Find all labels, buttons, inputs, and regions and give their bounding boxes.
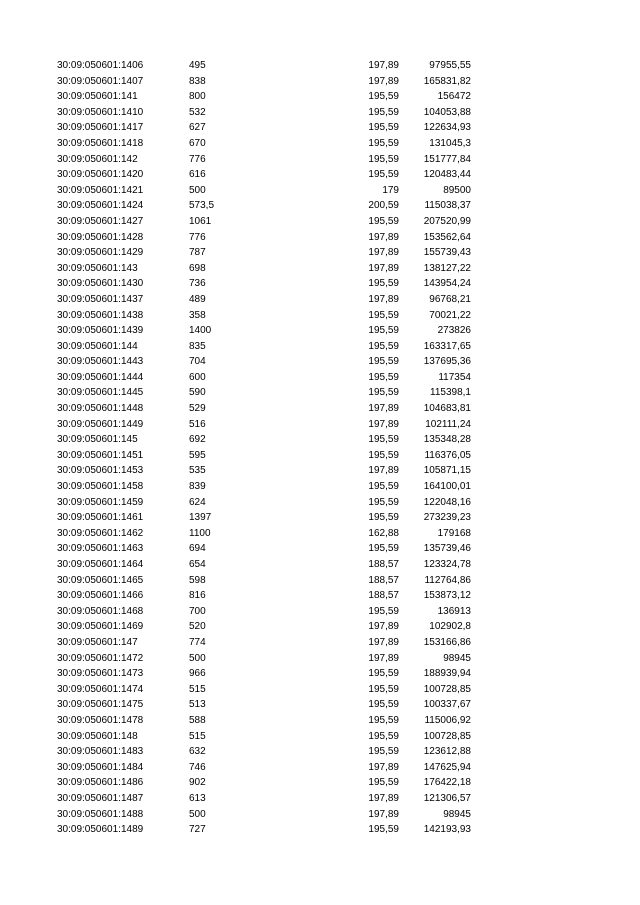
rate-cell: 195,59: [368, 496, 399, 508]
rate-cell: 197,89: [368, 621, 399, 633]
rate-cell: 195,59: [368, 449, 399, 461]
value-cell: 116376,05: [424, 449, 471, 461]
value-cell: 142193,93: [423, 824, 471, 836]
cadastral-number-cell: 30:09:050601:1444: [57, 371, 144, 383]
cadastral-number-cell: 30:09:050601:1439: [57, 325, 144, 337]
rate-cell: 195,59: [368, 340, 399, 352]
table-row: [0, 760, 640, 776]
cadastral-number-cell: 30:09:050601:1453: [57, 465, 144, 477]
rate-cell: 197,89: [368, 293, 399, 305]
area-cell: 535: [189, 465, 206, 477]
area-cell: 1400: [189, 325, 212, 337]
table-row: [0, 791, 640, 807]
area-cell: 800: [189, 91, 206, 103]
cadastral-number-cell: 30:09:050601:1407: [57, 75, 144, 87]
table-row: [0, 89, 640, 105]
table-row: [0, 417, 640, 433]
value-cell: 138127,22: [423, 262, 471, 274]
value-cell: 104683,81: [423, 403, 471, 415]
cadastral-number-cell: 30:09:050601:1438: [57, 309, 144, 321]
area-cell: 835: [189, 340, 206, 352]
area-cell: 590: [189, 387, 206, 399]
table-row: [0, 682, 640, 698]
table-row: [0, 370, 640, 386]
rate-cell: 195,59: [368, 153, 399, 165]
rate-cell: 195,59: [368, 683, 399, 695]
area-cell: 787: [189, 247, 206, 259]
area-cell: 529: [189, 403, 206, 415]
table-row: [0, 495, 640, 511]
table-row: [0, 479, 640, 495]
area-cell: 515: [189, 730, 206, 742]
cadastral-number-cell: 30:09:050601:1420: [57, 169, 144, 181]
table-row: [0, 713, 640, 729]
value-cell: 273239,23: [423, 512, 471, 524]
cadastral-number-cell: 30:09:050601:1474: [57, 683, 144, 695]
cadastral-number-cell: 30:09:050601:1448: [57, 403, 144, 415]
rate-cell: 195,59: [368, 278, 399, 290]
area-cell: 774: [189, 636, 206, 648]
value-cell: 273826: [437, 325, 471, 337]
table-row: [0, 651, 640, 667]
cadastral-number-cell: 30:09:050601:145: [57, 434, 138, 446]
value-cell: 98945: [443, 808, 471, 820]
table-row: [0, 573, 640, 589]
rate-cell: 197,89: [368, 636, 399, 648]
cadastral-number-cell: 30:09:050601:147: [57, 636, 138, 648]
cadastral-number-cell: 30:09:050601:1449: [57, 418, 144, 430]
area-cell: 694: [189, 543, 206, 555]
rate-cell: 195,59: [368, 356, 399, 368]
cadastral-number-cell: 30:09:050601:144: [57, 340, 138, 352]
cadastral-number-cell: 30:09:050601:1406: [57, 60, 144, 71]
value-cell: 135739,46: [423, 543, 471, 555]
area-cell: 616: [189, 169, 206, 181]
area-cell: 495: [189, 60, 206, 71]
value-cell: 121306,57: [423, 792, 471, 804]
cadastral-number-cell: 30:09:050601:1475: [57, 699, 144, 711]
rate-cell: 197,89: [368, 75, 399, 87]
table-row: [0, 276, 640, 292]
cadastral-number-cell: 30:09:050601:1472: [57, 652, 144, 664]
value-cell: 115398,1: [430, 387, 471, 399]
area-cell: 500: [189, 808, 206, 820]
area-cell: 966: [189, 668, 206, 680]
table-row: [0, 510, 640, 526]
rate-cell: 197,89: [368, 792, 399, 804]
table-row: [0, 323, 640, 339]
cadastral-number-cell: 30:09:050601:1464: [57, 559, 144, 570]
cadastral-number-cell: 30:09:050601:1489: [57, 824, 144, 836]
cadastral-number-cell: 30:09:050601:1483: [57, 746, 144, 758]
table-row: [0, 401, 640, 417]
value-cell: 137695,36: [423, 356, 471, 368]
area-cell: 500: [189, 184, 206, 196]
area-cell: 700: [189, 605, 206, 617]
table-row: [0, 526, 640, 542]
cadastral-number-cell: 30:09:050601:1451: [57, 449, 144, 461]
cadastral-number-cell: 30:09:050601:148: [57, 730, 138, 742]
cadastral-number-cell: 30:09:050601:1421: [57, 184, 144, 196]
area-cell: 489: [189, 293, 206, 305]
table-row: [0, 308, 640, 324]
value-cell: 151777,84: [423, 153, 471, 165]
table-row: [0, 729, 640, 745]
value-cell: 115038,37: [424, 200, 471, 212]
area-cell: 838: [189, 75, 206, 87]
value-cell: 143954,24: [423, 278, 471, 290]
rate-cell: 195,59: [368, 746, 399, 758]
area-cell: 595: [189, 449, 206, 461]
rate-cell: 195,59: [368, 714, 399, 726]
value-cell: 117354: [438, 371, 471, 383]
rate-cell: 197,89: [368, 60, 399, 71]
cadastral-number-cell: 30:09:050601:1437: [57, 293, 144, 305]
cadastral-number-cell: 30:09:050601:1428: [57, 231, 144, 243]
area-cell: 698: [189, 262, 206, 274]
value-cell: 147625,94: [423, 761, 471, 773]
table-row: [0, 432, 640, 448]
cadastral-number-cell: 30:09:050601:1418: [57, 137, 144, 149]
rate-cell: 195,59: [368, 481, 399, 493]
table-row: [0, 292, 640, 308]
area-cell: 532: [189, 106, 206, 118]
value-cell: 70021,22: [429, 309, 471, 321]
value-cell: 179168: [437, 527, 471, 539]
area-cell: 776: [189, 153, 206, 165]
table-row: [0, 604, 640, 620]
cadastral-number-cell: 30:09:050601:1466: [57, 590, 144, 602]
value-cell: 207520,99: [423, 215, 471, 227]
area-cell: 736: [189, 278, 206, 290]
value-cell: 155739,43: [423, 247, 471, 259]
cadastral-number-cell: 30:09:050601:1469: [57, 621, 144, 633]
value-cell: 122634,93: [423, 122, 471, 134]
value-cell: 188939,94: [423, 668, 471, 680]
table-row: [0, 463, 640, 479]
value-cell: 135348,28: [423, 434, 471, 446]
area-cell: 746: [189, 761, 206, 773]
rate-cell: 195,59: [368, 777, 399, 789]
rate-cell: 195,59: [368, 215, 399, 227]
rate-cell: 197,89: [368, 403, 399, 415]
area-cell: 839: [189, 481, 206, 493]
table-row: [0, 198, 640, 214]
rate-cell: 195,59: [368, 387, 399, 399]
table-row: [0, 385, 640, 401]
area-cell: 515: [189, 683, 206, 695]
rate-cell: 195,59: [368, 122, 399, 134]
value-cell: 102902,8: [429, 621, 471, 633]
area-cell: 500: [189, 652, 206, 664]
area-cell: 1100: [189, 527, 211, 539]
value-cell: 97955,55: [429, 60, 471, 71]
table-row: [0, 744, 640, 760]
cadastral-number-cell: 30:09:050601:1410: [57, 106, 144, 118]
rate-cell: 195,59: [368, 434, 399, 446]
area-cell: 1061: [189, 215, 212, 227]
value-cell: 165831,82: [423, 75, 471, 87]
value-cell: 98945: [443, 652, 471, 664]
value-cell: 123612,88: [423, 746, 471, 758]
rate-cell: 188,57: [368, 590, 399, 602]
value-cell: 131045,3: [429, 137, 471, 149]
value-cell: 112764,86: [424, 574, 471, 586]
table-row: [0, 635, 640, 651]
value-cell: 153562,64: [423, 231, 471, 243]
area-cell: 670: [189, 137, 206, 149]
value-cell: 104053,88: [423, 106, 471, 118]
cadastral-number-cell: 30:09:050601:1473: [57, 668, 144, 680]
area-cell: 776: [189, 231, 206, 243]
value-cell: 105871,15: [423, 465, 471, 477]
area-cell: 573,5: [189, 200, 215, 212]
cadastral-number-cell: 30:09:050601:141: [57, 91, 138, 103]
area-cell: 358: [189, 309, 206, 321]
table-row: [0, 230, 640, 246]
table-row: [0, 541, 640, 557]
rate-cell: 195,59: [368, 169, 399, 181]
value-cell: 122048,16: [423, 496, 471, 508]
area-cell: 692: [189, 434, 206, 446]
rate-cell: 200,59: [368, 200, 399, 212]
cadastral-number-cell: 30:09:050601:1488: [57, 808, 144, 820]
table-row: [0, 822, 640, 838]
cadastral-number-cell: 30:09:050601:1484: [57, 761, 144, 773]
rate-cell: 195,59: [368, 543, 399, 555]
cadastral-number-cell: 30:09:050601:1427: [57, 215, 144, 227]
cadastral-number-cell: 30:09:050601:1424: [57, 200, 144, 212]
rate-cell: 195,59: [368, 325, 399, 337]
area-cell: 520: [189, 621, 206, 633]
rate-cell: 188,57: [368, 574, 399, 586]
cadastral-number-cell: 30:09:050601:1430: [57, 278, 144, 290]
value-cell: 153873,12: [423, 590, 471, 602]
cadastral-number-cell: 30:09:050601:1468: [57, 605, 144, 617]
cadastral-number-cell: 30:09:050601:142: [57, 153, 138, 165]
area-cell: 513: [189, 699, 206, 711]
rate-cell: 195,59: [368, 605, 399, 617]
rate-cell: 197,89: [368, 465, 399, 477]
area-cell: 816: [189, 590, 206, 602]
area-cell: 627: [189, 122, 206, 134]
rate-cell: 197,89: [368, 231, 399, 243]
value-cell: 100337,67: [423, 699, 471, 711]
value-cell: 163317,65: [423, 340, 471, 352]
rate-cell: 197,89: [368, 247, 399, 259]
table-row: [0, 167, 640, 183]
area-cell: 588: [189, 714, 206, 726]
rate-cell: 195,59: [368, 106, 399, 118]
table-row: [0, 261, 640, 277]
rate-cell: 195,59: [368, 824, 399, 836]
rate-cell: 195,59: [368, 371, 399, 383]
area-cell: 516: [189, 418, 206, 430]
value-cell: 89500: [443, 184, 471, 196]
table-row: [0, 339, 640, 355]
cadastral-number-cell: 30:09:050601:1478: [57, 714, 144, 726]
table-row: [0, 588, 640, 604]
area-cell: 598: [189, 574, 206, 586]
area-cell: 902: [189, 777, 206, 789]
table-row: [0, 136, 640, 152]
cadastral-number-cell: 30:09:050601:1445: [57, 387, 144, 399]
spreadsheet-page: [0, 58, 640, 838]
table-row: [0, 214, 640, 230]
area-cell: 600: [189, 371, 206, 383]
table-row: [0, 697, 640, 713]
cadastral-number-cell: 30:09:050601:1443: [57, 356, 144, 368]
value-cell: 153166,86: [423, 636, 471, 648]
cadastral-number-cell: 30:09:050601:1458: [57, 481, 144, 493]
rate-cell: 197,89: [368, 652, 399, 664]
table-row: [0, 245, 640, 261]
area-cell: 654: [189, 559, 206, 570]
cadastral-number-cell: 30:09:050601:1429: [57, 247, 144, 259]
rate-cell: 197,89: [368, 761, 399, 773]
area-cell: 704: [189, 356, 206, 368]
table-row: [0, 152, 640, 168]
cadastral-number-cell: 30:09:050601:1463: [57, 543, 144, 555]
value-cell: 100728,85: [423, 730, 471, 742]
rate-cell: 195,59: [368, 309, 399, 321]
table-row: [0, 105, 640, 121]
cadastral-number-cell: 30:09:050601:1462: [57, 527, 144, 539]
rate-cell: 195,59: [368, 91, 399, 103]
table-row: [0, 120, 640, 136]
area-cell: 1397: [189, 512, 212, 524]
rate-cell: 162,88: [368, 527, 399, 539]
rate-cell: 188,57: [368, 559, 399, 570]
table-row: [0, 448, 640, 464]
area-cell: 624: [189, 496, 206, 508]
rate-cell: 195,59: [368, 699, 399, 711]
cadastral-number-cell: 30:09:050601:1461: [57, 512, 144, 524]
value-cell: 136913: [437, 605, 471, 617]
table-row: [0, 666, 640, 682]
value-cell: 96768,21: [429, 293, 471, 305]
value-cell: 120483,44: [423, 169, 471, 181]
value-cell: 115006,92: [424, 714, 471, 726]
table-row: [0, 775, 640, 791]
table-row: [0, 807, 640, 823]
rate-cell: 197,89: [368, 262, 399, 274]
cadastral-number-cell: 30:09:050601:1417: [57, 122, 144, 134]
rate-cell: 197,89: [368, 808, 399, 820]
rate-cell: 179: [382, 184, 399, 196]
rate-cell: 195,59: [368, 137, 399, 149]
table-row: [0, 354, 640, 370]
cadastral-number-cell: 30:09:050601:143: [57, 262, 138, 274]
value-cell: 164100,01: [423, 481, 471, 493]
table-row: [0, 183, 640, 199]
table-row: [0, 557, 640, 573]
table-row: [0, 58, 640, 74]
rate-cell: 197,89: [368, 418, 399, 430]
rate-cell: 195,59: [368, 730, 399, 742]
cadastral-number-cell: 30:09:050601:1459: [57, 496, 144, 508]
table-row: [0, 619, 640, 635]
cadastral-number-cell: 30:09:050601:1487: [57, 792, 144, 804]
value-cell: 100728,85: [423, 683, 471, 695]
area-cell: 632: [189, 746, 206, 758]
rate-cell: 195,59: [368, 512, 399, 524]
value-cell: 123324,78: [423, 559, 471, 570]
value-cell: 176422,18: [423, 777, 471, 789]
table-row: [0, 74, 640, 90]
cadastral-number-cell: 30:09:050601:1465: [57, 574, 144, 586]
area-cell: 613: [189, 792, 206, 804]
area-cell: 727: [189, 824, 206, 836]
cadastral-number-cell: 30:09:050601:1486: [57, 777, 144, 789]
value-cell: 156472: [437, 91, 471, 103]
value-cell: 102111,24: [425, 418, 471, 430]
rate-cell: 195,59: [368, 668, 399, 680]
